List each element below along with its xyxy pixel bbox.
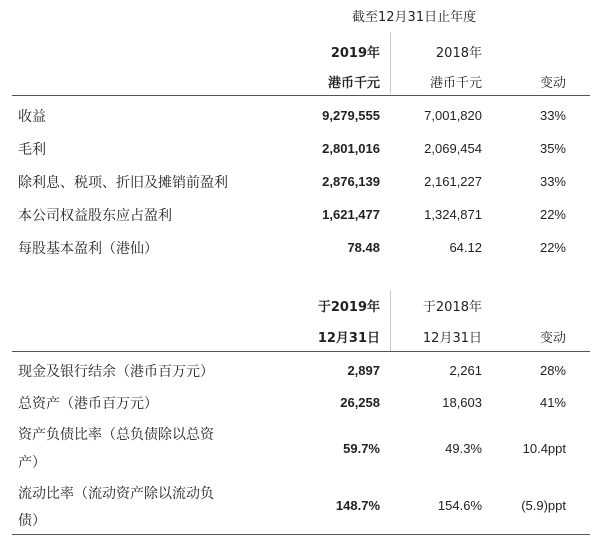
value-2019: 2,897 [347, 363, 380, 378]
value-2018: 2,161,227 [424, 174, 482, 189]
value-change: 41% [539, 395, 566, 410]
value-2019: 59.7% [343, 441, 380, 456]
header-2018-unit: 港币千元 [429, 76, 482, 91]
header-2018-year: 2018年 [435, 46, 482, 61]
value-change: 33% [539, 174, 566, 189]
value-2018: 7,001,820 [424, 108, 482, 123]
value-change: 10.4ppt [522, 441, 566, 456]
value-2019: 26,258 [340, 395, 380, 410]
section2-header-rule [12, 351, 590, 352]
value-2018: 64.12 [449, 240, 482, 255]
row-label: 现金及银行结余（港币百万元） [18, 364, 214, 380]
value-2018: 2,069,454 [424, 141, 482, 156]
value-change: (5.9)ppt [521, 498, 566, 513]
header-2019-date-line1: 于2019年 [317, 300, 380, 315]
header-2018-date-line1: 于2018年 [422, 300, 482, 315]
value-change: 35% [539, 141, 566, 156]
value-2018: 49.3% [445, 441, 482, 456]
row-label-line1: 流动比率（流动资产除以流动负 [18, 486, 214, 502]
value-2019: 1,621,477 [322, 207, 380, 222]
row-label: 毛利 [18, 142, 46, 158]
row-label: 除利息、税项、折旧及摊销前盈利 [18, 175, 228, 191]
value-2018: 2,261 [449, 363, 482, 378]
row-label: 每股基本盈利（港仙） [18, 241, 158, 257]
header-2018-date-line2: 12月31日 [422, 331, 482, 346]
row-label-line2: 债） [18, 513, 46, 529]
value-change: 22% [539, 240, 566, 255]
value-change: 28% [539, 363, 566, 378]
value-change: 22% [539, 207, 566, 222]
row-label-line2: 产） [18, 455, 46, 471]
header-change: 变动 [539, 76, 566, 91]
row-label: 收益 [18, 109, 46, 125]
header-2019-unit: 港币千元 [327, 76, 380, 91]
value-change: 33% [539, 108, 566, 123]
row-label: 本公司权益股东应占盈利 [18, 208, 172, 224]
section1-header-rule [12, 95, 590, 96]
period-caption: 截至12月31日止年度 [352, 10, 477, 25]
column-divider-1 [390, 32, 391, 94]
value-2019: 78.48 [347, 240, 380, 255]
value-2019: 2,801,016 [322, 141, 380, 156]
value-2019: 148.7% [335, 498, 380, 513]
header-change-2: 变动 [539, 331, 566, 346]
row-label: 总资产（港币百万元） [18, 396, 158, 412]
header-2019-year: 2019年 [330, 46, 380, 61]
column-divider-2 [390, 290, 391, 352]
table-bottom-rule [12, 534, 590, 535]
row-label-line1: 资产负债比率（总负债除以总资 [18, 427, 214, 443]
value-2019: 2,876,139 [322, 174, 380, 189]
value-2018: 154.6% [437, 498, 482, 513]
value-2019: 9,279,555 [322, 108, 380, 123]
value-2018: 18,603 [442, 395, 482, 410]
header-2019-date-line2: 12月31日 [317, 331, 380, 346]
value-2018: 1,324,871 [424, 207, 482, 222]
